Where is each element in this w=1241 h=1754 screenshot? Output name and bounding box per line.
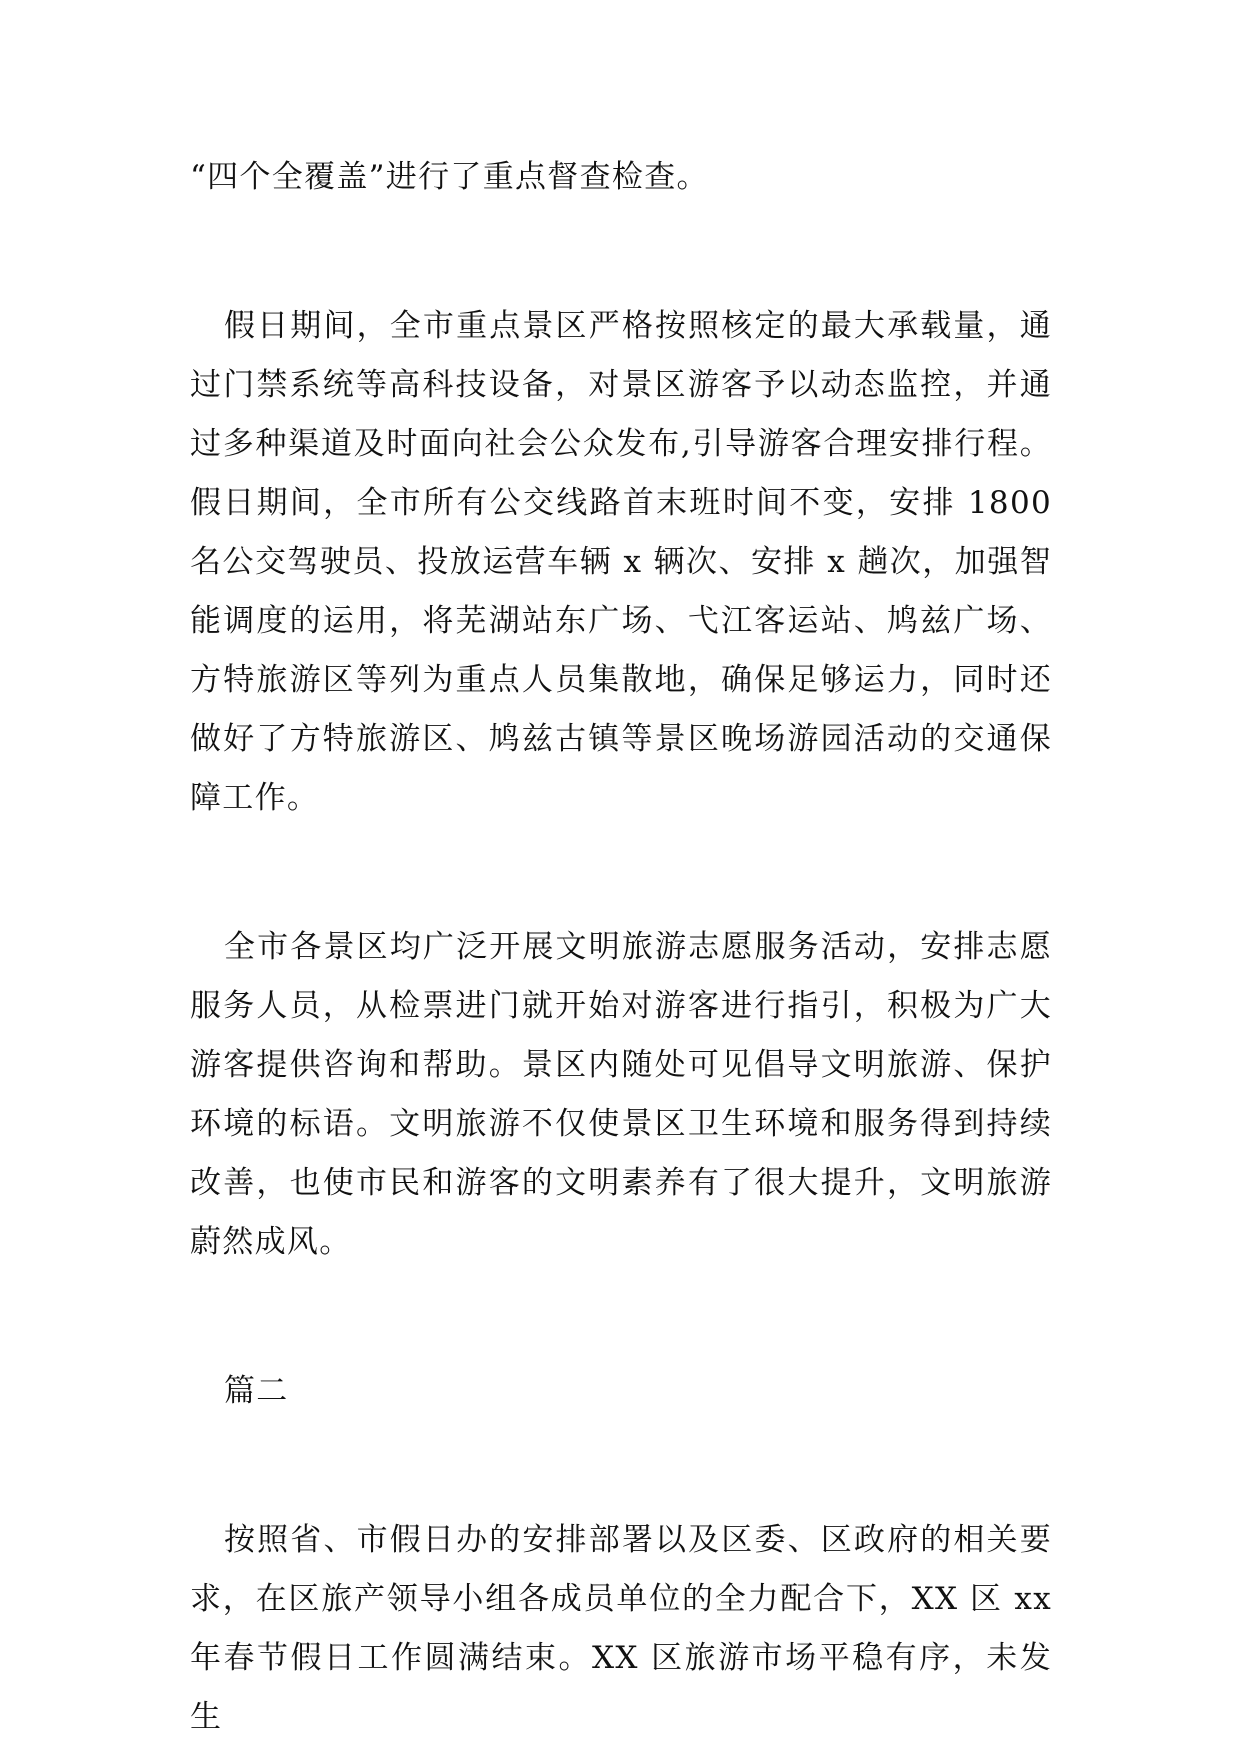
paragraph-civilized-tourism: 全市各景区均广泛开展文明旅游志愿服务活动，安排志愿服务人员，从检票进门就开始对游客进行指引，积极为广大游客提供咨询和帮助。景区内随处可见倡导文明旅游、保护环境的标语。文明旅游不仅使景区卫生环境和服务得到持续改善，也使市民和游客的文明素养有了很大提升，文明旅游蔚然成风。 <box>190 929 1052 1260</box>
paragraph-gap <box>190 828 1052 918</box>
paragraph-holiday-traffic: 假日期间，全市重点景区严格按照核定的最大承载量，通过门禁系统等高科技设备，对景区游客予以动态监控，并通过多种渠道及时面向社会公众发布,引导游客合理安排行程。假日期间，全市所有公交线路首末班时间不变，安排 1800 名公交驾驶员、投放运营车辆 x 辆次、安排 x 趟次，加强智能调度的运用，将芜湖站东广场、弋江客运站、鸠兹广场、方特旅游区等列为重点人员集散地，确保足够运力，同时还做好了方特旅游区、鸠兹古镇等景区晚场游园活动的交通保障工作。 <box>190 308 1052 816</box>
paragraph-district-summary: 按照省、市假日办的安排部署以及区委、区政府的相关要求，在区旅产领导小组各成员单位的全力配合下，XX 区 xx 年春节假日工作圆满结束。XX 区旅游市场平稳有序，未发生 <box>190 1522 1052 1735</box>
section-heading: 篇二 <box>224 1373 289 1409</box>
paragraph-continuation: “四个全覆盖”进行了重点督查检查。 <box>190 159 709 195</box>
paragraph-gap <box>190 1421 1052 1511</box>
paragraph-gap <box>190 1272 1052 1362</box>
paragraph-gap <box>190 207 1052 297</box>
document-body <box>190 148 1052 1747</box>
